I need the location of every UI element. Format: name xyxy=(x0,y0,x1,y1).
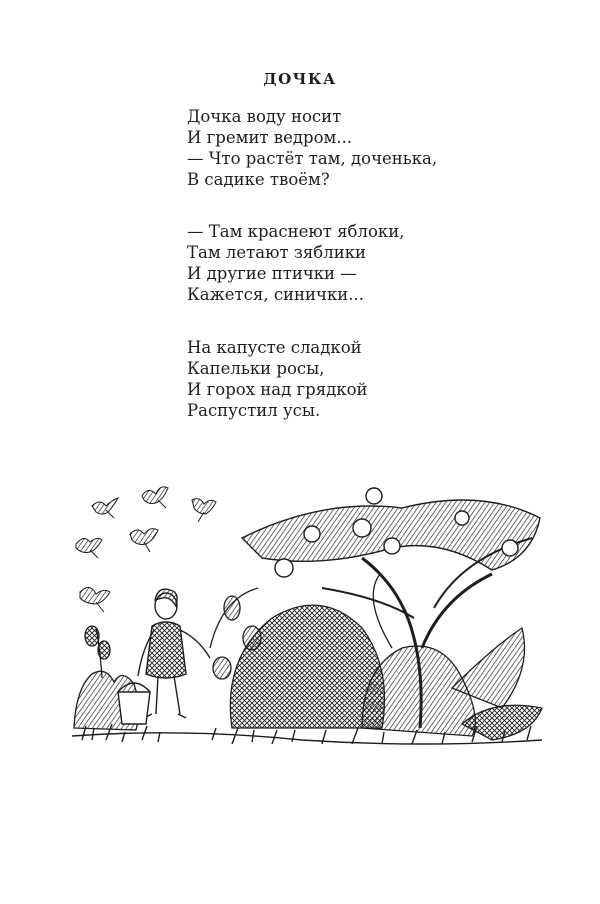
stanza-2 xyxy=(187,221,404,305)
poem-line: На капусте сладкой xyxy=(187,338,362,357)
bird-icon xyxy=(142,487,168,508)
poem-line: Кажется, синички... xyxy=(187,285,365,304)
girl-figure xyxy=(118,589,210,724)
poem-title: ДОЧКА xyxy=(263,70,337,88)
poem-line: Там летают зяблики xyxy=(187,243,367,262)
garden-illustration xyxy=(62,478,552,758)
bird-icon xyxy=(80,587,110,612)
poem-line: И гремит ведром... xyxy=(187,128,353,147)
bird-icon xyxy=(92,498,118,518)
poem-line: Капельки росы, xyxy=(187,359,325,378)
bird-icon xyxy=(130,529,158,552)
poem-line: Распустил усы. xyxy=(187,401,321,420)
stanza-1 xyxy=(187,106,437,190)
poem-line: И горох над грядкой xyxy=(187,380,368,399)
poem-line: — Там краснеют яблоки, xyxy=(187,222,405,241)
cabbage-patch xyxy=(210,574,542,740)
poem-line: И другие птички — xyxy=(187,264,357,283)
poem-line: Дочка воду носит xyxy=(187,107,342,126)
bird-icon xyxy=(76,538,102,558)
poem-line: — Что растёт там, доченька, xyxy=(187,149,438,168)
bird-icon xyxy=(192,499,216,522)
stanza-3 xyxy=(187,337,368,421)
poem-line: В садике твоём? xyxy=(187,170,330,189)
birds xyxy=(76,487,216,612)
